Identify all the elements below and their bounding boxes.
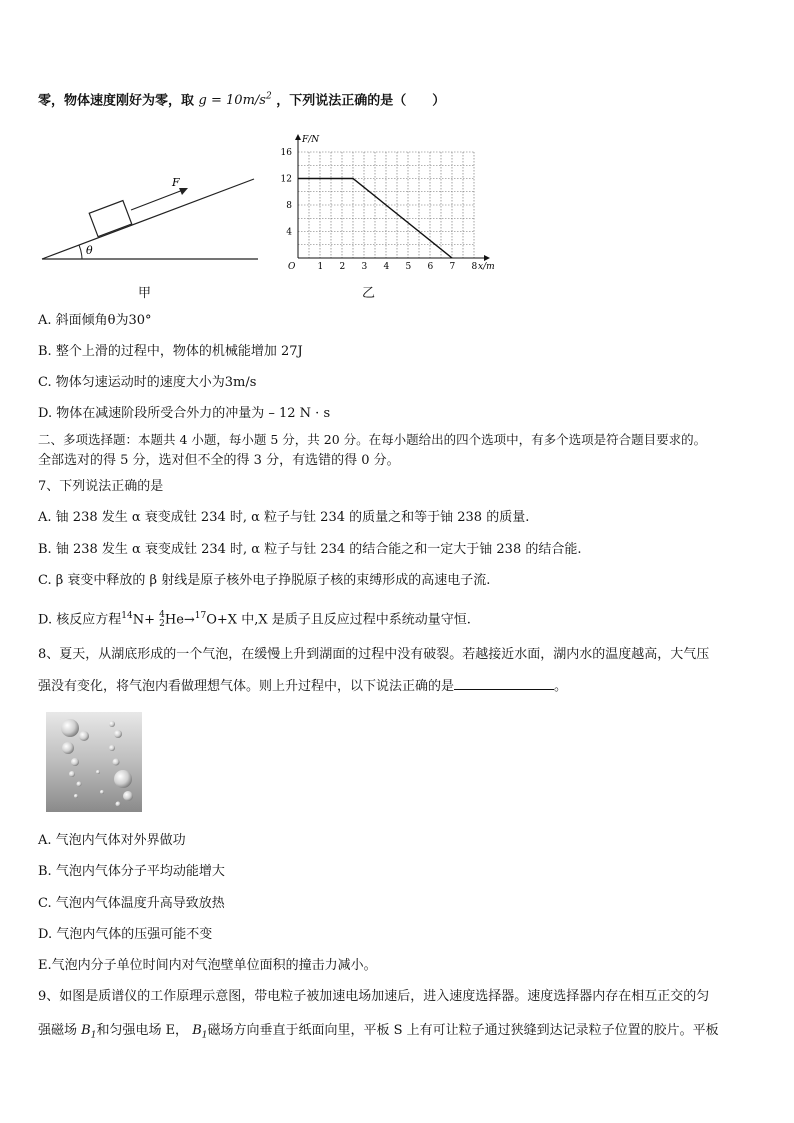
q9-line1: 9、如图是质谱仪的工作原理示意图，带电粒子被加速电场加速后，进入速度选择器。速度选择器内存在相互正交的匀 <box>38 989 710 1004</box>
angle-arc <box>79 245 82 259</box>
y-tick-label: 16 <box>280 148 292 158</box>
fig-jia-caption: 甲 <box>138 286 152 301</box>
x-tick-label: 4 <box>383 262 390 272</box>
q8-option-e: E.气泡内分子单位时间内对气泡壁单位面积的撞击力减小。 <box>38 958 377 973</box>
y-axis-label: F/N <box>302 135 320 145</box>
force-label: F <box>172 176 180 189</box>
q8-answer-blank[interactable] <box>454 677 554 690</box>
angle-label: θ <box>86 244 93 257</box>
bubbles-image <box>46 712 142 812</box>
force-arrow <box>131 190 183 210</box>
q6-option-c: C. 物体匀速运动时的速度大小为3m/s <box>38 375 257 390</box>
q7-option-b: B. 铀 238 发生 α 衰变成钍 234 时, α 粒子与钍 234 的结合能之和一定大于铀 238 的结合能. <box>38 542 582 557</box>
force-displacement-chart <box>276 126 506 276</box>
origin-label: O <box>288 262 296 272</box>
x-tick-label: 1 <box>317 262 324 272</box>
q6-stem <box>38 88 445 110</box>
q7-option-a: A. 铀 238 发生 α 衰变成钍 234 时, α 粒子与钍 234 的质量之和等于铀 238 的质量. <box>38 510 530 525</box>
incline-line <box>42 179 254 259</box>
q6-option-a: A. 斜面倾角θ为30° <box>38 313 152 328</box>
q7-option-d: D. 核反应方程$^{14}$N+ 4 2 He→$^{17}$O+X 中,X 是质子且反应过程中系统动量守恒. <box>38 609 471 629</box>
q8-line1: 8、夏天，从湖底形成的一个气泡，在缓慢上升到湖面的过程中没有破裂。若越接近水面，湖内水的温度越高，大气压 <box>38 647 710 662</box>
x-tick-label: 7 <box>449 262 456 272</box>
x-tick-label: 5 <box>405 262 412 272</box>
q8-option-b: B. 气泡内气体分子平均动能增大 <box>38 864 225 879</box>
q7-stem: 7、下列说法正确的是 <box>38 479 164 494</box>
x-tick-label: 8 <box>471 262 478 272</box>
x-tick-label: 6 <box>427 262 434 272</box>
q8-option-d: D. 气泡内气体的压强可能不变 <box>38 927 213 942</box>
q6-stem-end: ，下列说法正确的是（ ） <box>276 93 446 109</box>
y-tick-label: 4 <box>286 227 292 238</box>
q6-option-b: B. 整个上滑的过程中，物体的机械能增加 27J <box>38 344 303 359</box>
q8-option-a: A. 气泡内气体对外界做功 <box>38 833 186 848</box>
q6-g-expr: $g = 10m/s^2$ <box>198 92 272 109</box>
section2-line2: 全部选对的得 5 分，选对但不全的得 3 分，有选错的得 0 分。 <box>38 453 400 468</box>
x-tick-label: 2 <box>339 262 346 272</box>
incline-figure <box>38 168 260 268</box>
q6-option-d: D. 物体在减速阶段所受合外力的冲量为 – 12 N · s <box>38 406 331 421</box>
y-tick-label: 12 <box>280 174 292 185</box>
block <box>89 201 132 237</box>
q8-line2: 强没有变化，将气泡内看做理想气体。则上升过程中，以下说法正确的是 。 <box>38 679 568 694</box>
q9-line2: 强磁场 $B_1$和匀强电场 E， $B_1$磁场方向垂直于纸面向里，平板 S 上有可让粒子通过狭缝到达记录粒子位置的胶片。平板 <box>38 1023 719 1041</box>
x-axis-label: x/m <box>478 262 495 272</box>
q7-option-c: C. β 衰变中释放的 β 射线是原子核外电子挣脱原子核的束缚形成的高速电子流. <box>38 573 491 588</box>
section2-line1: 二、多项选择题：本题共 4 小题，每小题 5 分，共 20 分。在每小题给出的四个选项中，有多个选项是符合题目要求的。 <box>38 432 707 447</box>
q8-option-c: C. 气泡内气体温度升高导致放热 <box>38 896 225 911</box>
y-tick-label: 8 <box>286 201 292 211</box>
q6-stem-tail: 零，物体速度刚好为零，取 <box>38 93 195 109</box>
x-tick-label: 3 <box>361 262 368 272</box>
fig-yi-caption: 乙 <box>362 286 376 301</box>
x-axis-arrowhead <box>484 255 490 261</box>
y-axis-arrowhead <box>295 134 301 140</box>
